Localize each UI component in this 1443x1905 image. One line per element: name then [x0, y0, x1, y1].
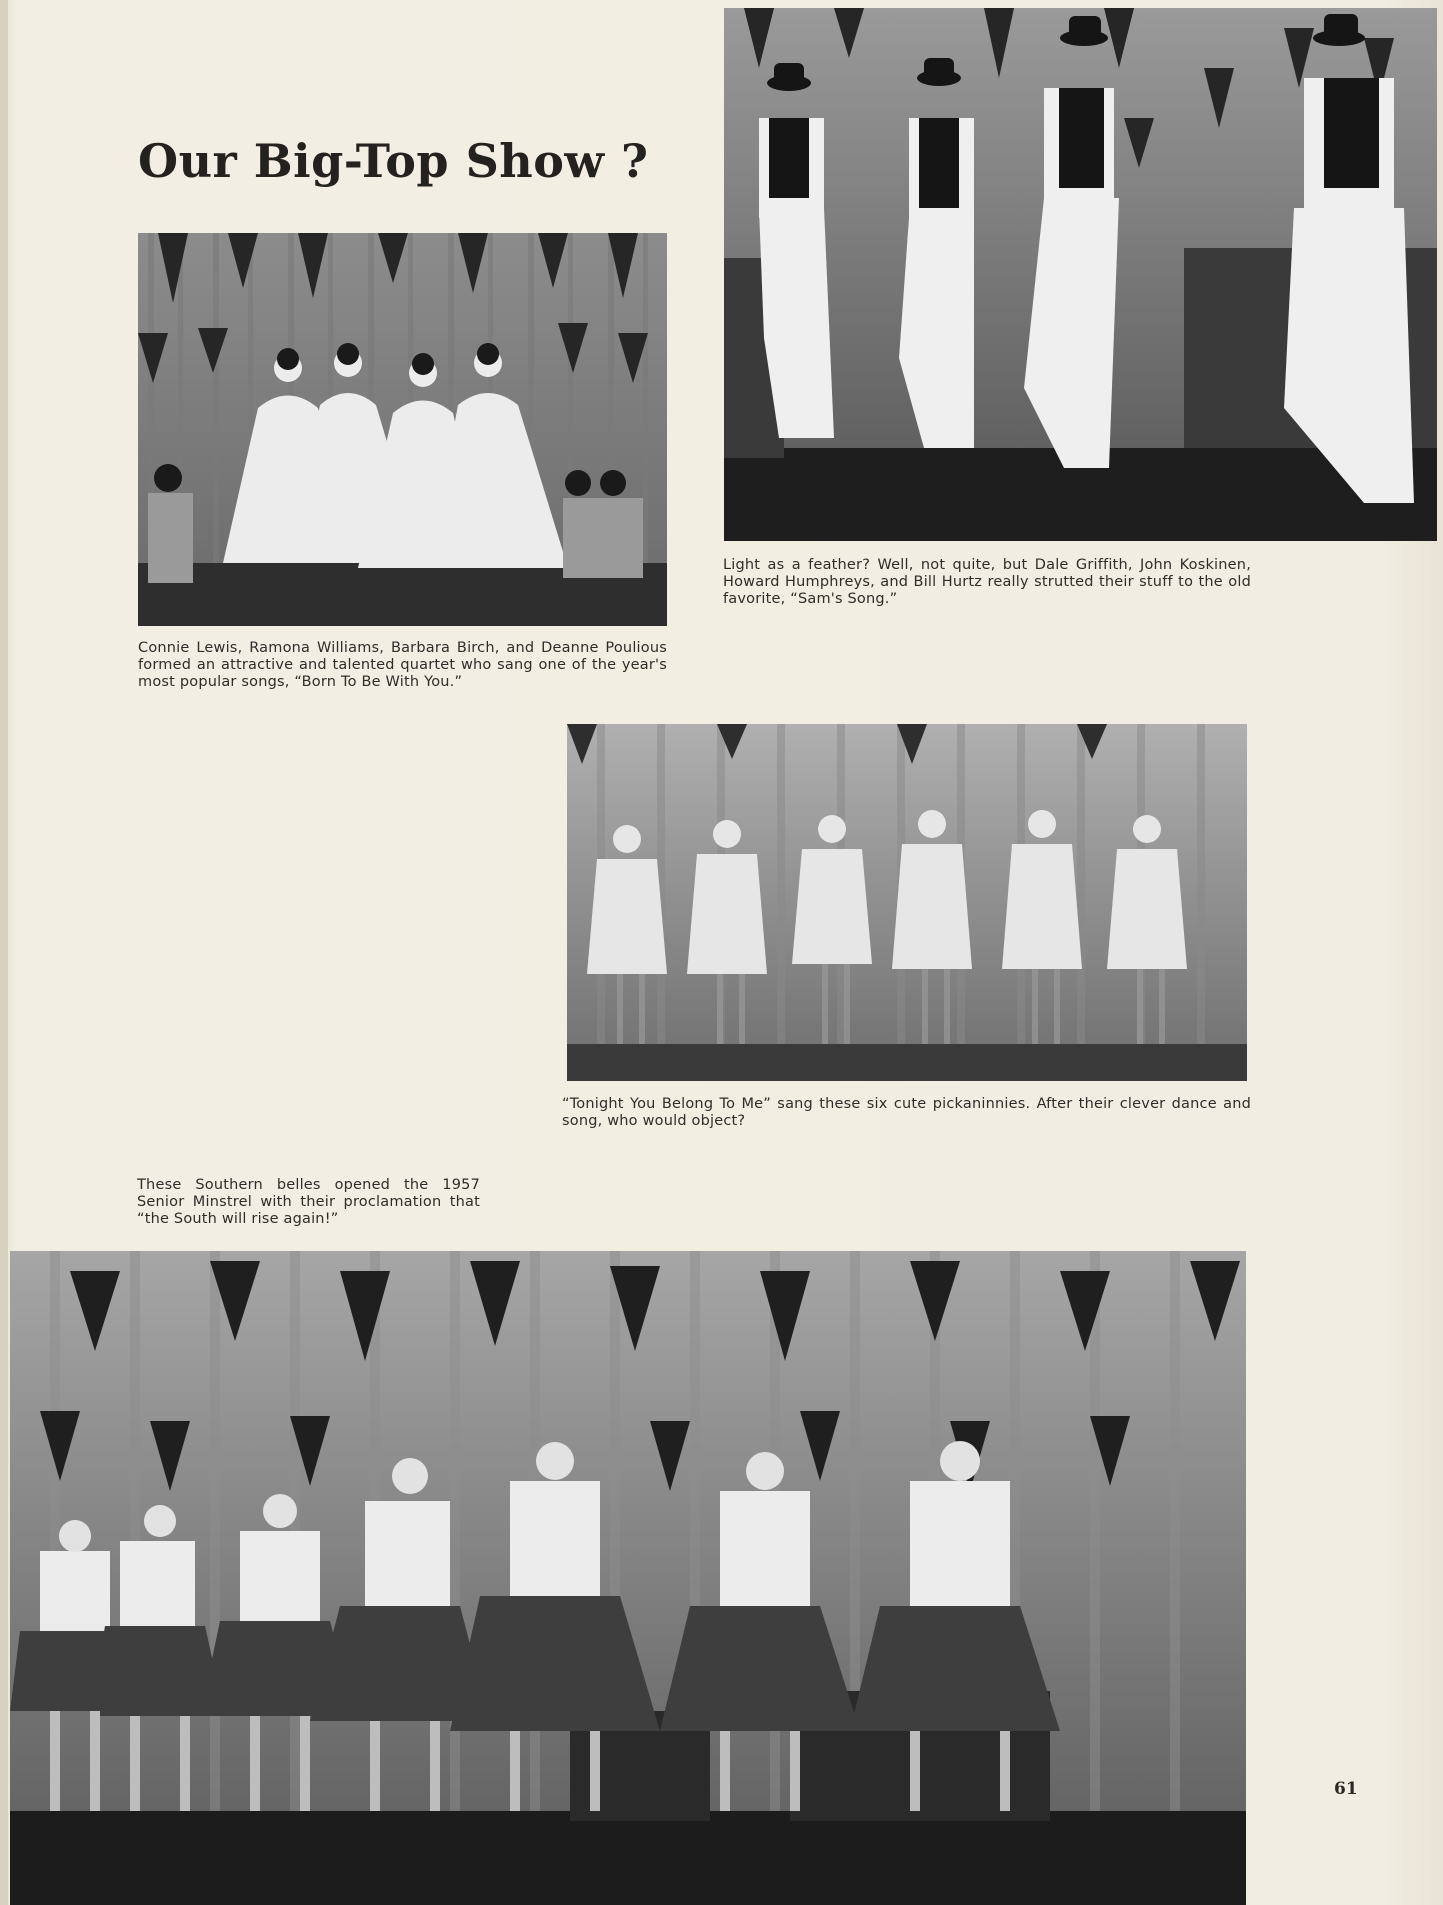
page-number: 61: [1334, 1779, 1358, 1799]
page-edge: [0, 0, 8, 1905]
photo-quartet: [138, 233, 667, 626]
photo-six-dancers: [567, 724, 1247, 1081]
page-title: Our Big-Top Show ?: [138, 134, 649, 188]
caption-men-with-canes: Light as a feather? Well, not quite, but Dale Griffith, John Koskinen, Howard Humphreys, and Bill Hurtz really strutted their stuff to the old favorite, “Sam's Song.”: [723, 557, 1251, 607]
photo-southern-belles: [10, 1251, 1246, 1905]
caption-quartet: Connie Lewis, Ramona Williams, Barbara Birch, and Deanne Poulious formed an attractive and talented quartet who sang one of the year's most popular songs, “Born To Be With You.”: [138, 640, 667, 690]
caption-southern-belles: These Southern belles opened the 1957 Senior Minstrel with their proclamation that “the South will rise again!”: [137, 1177, 480, 1227]
caption-six-dancers: “Tonight You Belong To Me” sang these six cute pickaninnies. After their clever dance and song, who would object?: [562, 1096, 1251, 1129]
photo-men-with-canes: [724, 8, 1437, 541]
